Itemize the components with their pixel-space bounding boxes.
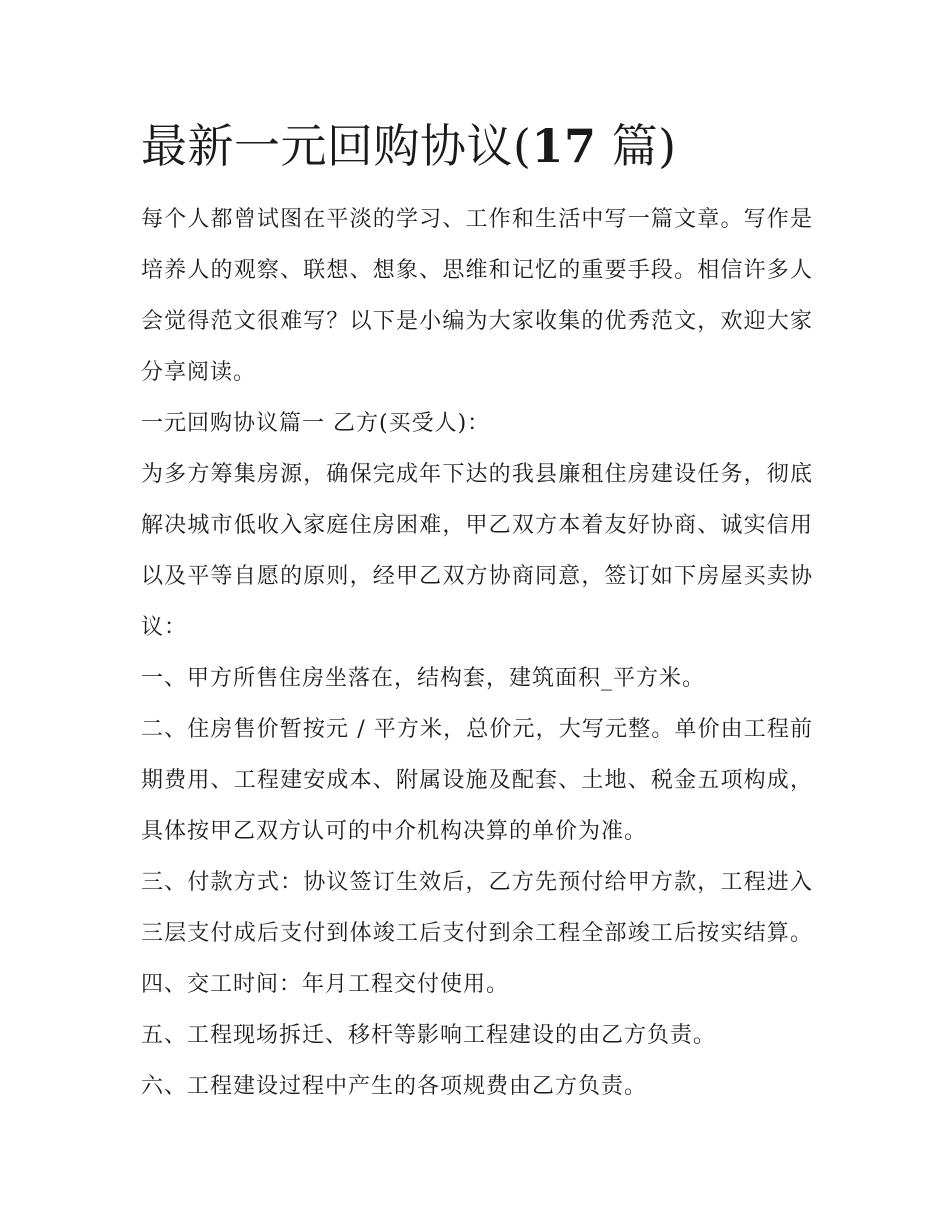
clause-2: 二、住房售价暂按元 / 平方米，总价元，大写元整。单价由工程前期费用、工程建安成本、附属设施及配套、土地、税金五项构成，具体按甲乙双方认可的中介机构决算的单价为准。 <box>141 717 813 844</box>
preamble-paragraph: 为多方筹集房源，确保完成年下达的我县廉租住房建设任务，彻底解决城市低收入家庭住房困难，甲乙双方本着友好协商、诚实信用以及平等自愿的原则，经甲乙双方协商同意，签订如下房屋买卖协议： <box>141 462 813 640</box>
title-count: 17 <box>531 119 597 173</box>
clause-1: 一、甲方所售住房坐落在，结构套，建筑面积_平方米。 <box>141 666 706 691</box>
clause-5: 五、工程现场拆迁、移杆等影响工程建设的由乙方负责。 <box>141 1023 717 1048</box>
title-suffix: 篇) <box>596 119 677 173</box>
section-heading: 一元回购协议篇一 乙方(买受人)： <box>141 411 491 436</box>
title-text: 最新一元回购协议( <box>141 119 532 173</box>
intro-paragraph: 每个人都曾试图在平淡的学习、工作和生活中写一篇文章。写作是培养人的观察、联想、想象、思维和记忆的重要手段。相信许多人会觉得范文很难写？以下是小编为大家收集的优秀范文，欢迎大家分享阅读。 <box>141 207 813 385</box>
clause-3-4: 三、付款方式：协议签订生效后，乙方先预付给甲方款，工程进入三层支付成后支付到体竣工后支付到余工程全部竣工后按实结算。 四、交工时间：年月工程交付使用。 <box>141 870 813 997</box>
document-body <box>141 112 813 1112</box>
clause-6: 六、工程建设过程中产生的各项规费由乙方负责。 <box>141 1074 648 1099</box>
document-title <box>141 112 813 180</box>
